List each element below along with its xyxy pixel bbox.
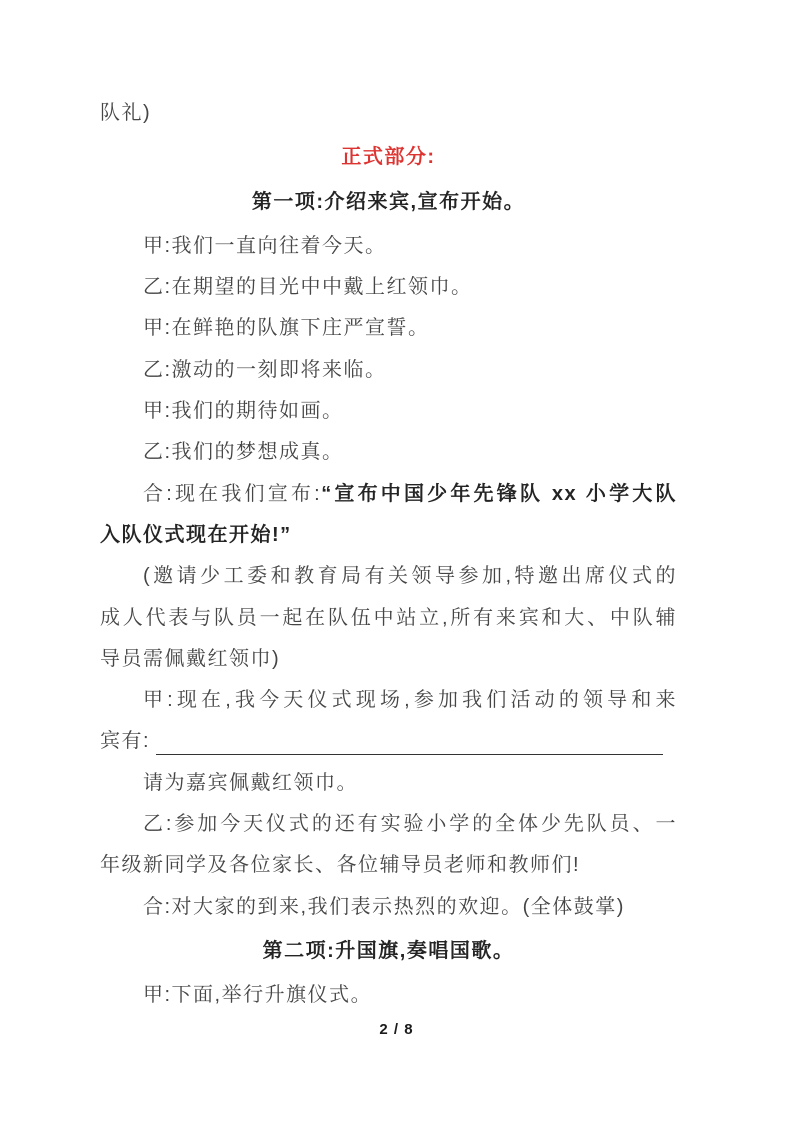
text-run: 第一项:介绍来宾,宣布开始。 bbox=[251, 190, 526, 213]
stage-direction bbox=[100, 556, 677, 597]
text-run: 甲:下面,举行升旗仪式。 bbox=[143, 984, 373, 1007]
text-run: 第二项:升国旗,奏唱国歌。 bbox=[262, 939, 515, 962]
dialogue-line bbox=[100, 432, 677, 473]
text-run: 入队仪式现在开始!” bbox=[100, 523, 292, 546]
text-run: 年级新同学及各位家长、各位辅导员老师和教师们! bbox=[100, 854, 581, 877]
text-run: 成人代表与队员一起在队伍中站立,所有来宾和大、中队辅 bbox=[100, 606, 677, 629]
text-run: 合:现在我们宣布: bbox=[143, 482, 322, 505]
text-run: 甲:我们一直向往着今天。 bbox=[143, 234, 387, 257]
residual-line bbox=[100, 93, 677, 134]
fill-in-blank-line bbox=[156, 721, 663, 754]
text-run: 乙:激动的一刻即将来临。 bbox=[143, 358, 387, 381]
text-run: 导员需佩戴红领巾) bbox=[100, 647, 281, 670]
text-run: 甲:现在,我今天仪式现场,参加我们活动的领导和来 bbox=[143, 689, 677, 712]
text-run: 乙:参加今天仪式的还有实验小学的全体少先队员、一 bbox=[143, 813, 677, 836]
dialogue-line bbox=[100, 308, 677, 349]
dialogue-line bbox=[100, 804, 677, 845]
text-run: 宾有: bbox=[100, 730, 151, 753]
text-run: 队礼) bbox=[100, 102, 152, 124]
page-number: 2 / 8 bbox=[379, 1021, 414, 1038]
dialogue-line bbox=[100, 515, 677, 556]
text-run: 正式部分: bbox=[341, 146, 436, 169]
dialogue-line bbox=[100, 845, 677, 886]
item-heading-1 bbox=[100, 182, 677, 223]
dialogue-line bbox=[100, 226, 677, 267]
text-run: 甲:我们的期待如画。 bbox=[143, 400, 344, 423]
stage-direction bbox=[100, 639, 677, 680]
dialogue-line bbox=[100, 680, 677, 721]
text-run: 乙:在期望的目光中中戴上红领巾。 bbox=[143, 276, 473, 299]
item-heading-2 bbox=[100, 931, 677, 972]
text-run: (邀请少工委和教育局有关领导参加,特邀出席仪式的 bbox=[143, 565, 677, 588]
dialogue-line bbox=[100, 391, 677, 432]
text-run: 甲:在鲜艳的队旗下庄严宣誓。 bbox=[143, 317, 430, 340]
stage-direction bbox=[100, 598, 677, 639]
dialogue-line bbox=[100, 887, 677, 928]
text-run: 合:对大家的到来,我们表示热烈的欢迎。(全体鼓掌) bbox=[143, 895, 625, 918]
text-run: 请为嘉宾佩戴红领巾。 bbox=[143, 771, 358, 794]
dialogue-line bbox=[100, 975, 677, 1016]
dialogue-line bbox=[100, 267, 677, 308]
text-run: 乙:我们的梦想成真。 bbox=[143, 441, 344, 464]
dialogue-line bbox=[100, 350, 677, 391]
section-heading-formal-part bbox=[100, 137, 677, 178]
text-run: “宣布中国少年先锋队 xx 小学大队 bbox=[321, 482, 677, 505]
dialogue-line bbox=[100, 474, 677, 515]
dialogue-line bbox=[100, 721, 677, 762]
dialogue-line bbox=[100, 763, 677, 804]
